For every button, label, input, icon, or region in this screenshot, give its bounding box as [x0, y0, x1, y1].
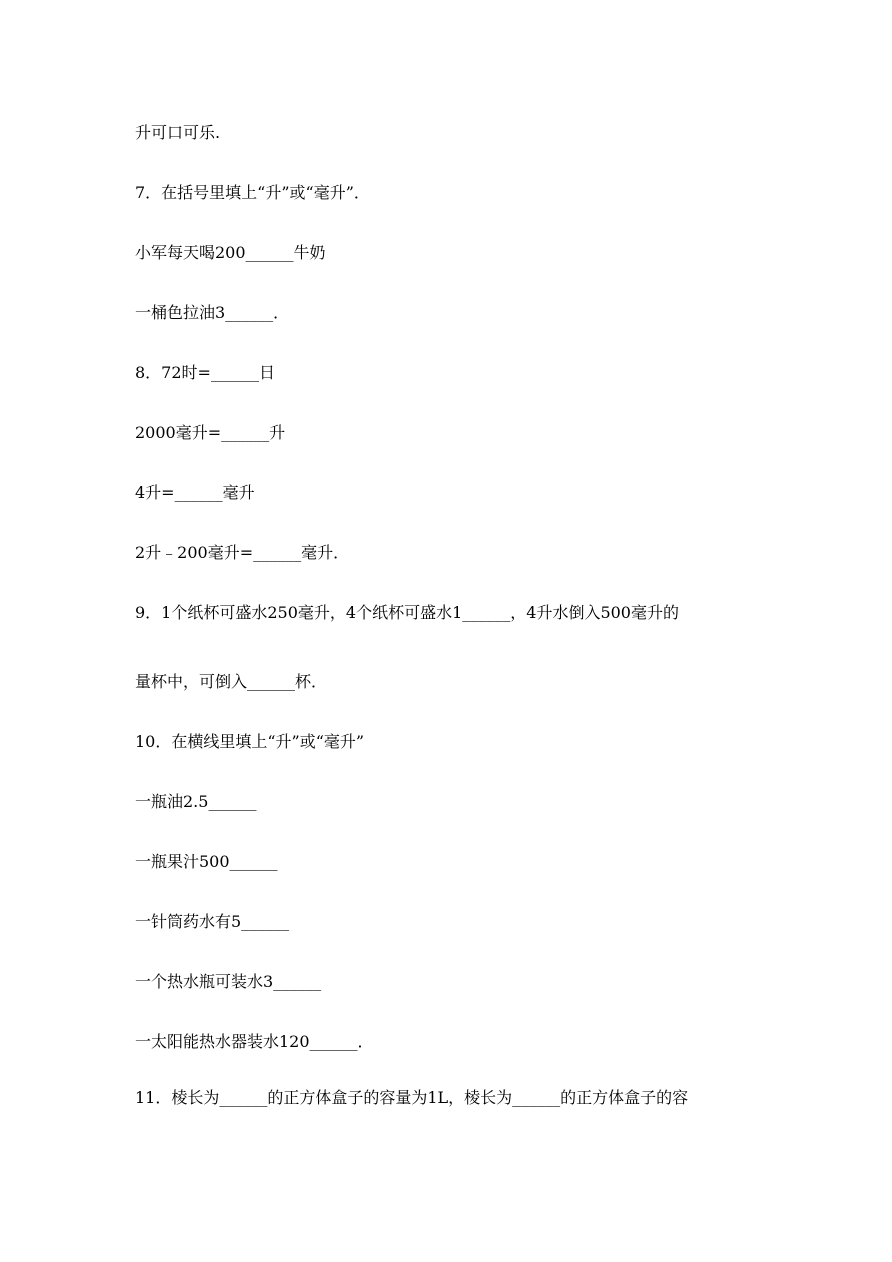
- question-7-title: 7．在括号里填上“升”或“毫升”．: [135, 183, 370, 202]
- text-line: 2000毫升=______升: [135, 423, 286, 442]
- text-line: 升可口可乐.: [135, 123, 221, 142]
- text-line: 一瓶果汁500______: [135, 852, 278, 871]
- text-line: 一桶色拉油3______．: [135, 303, 290, 322]
- question-11-title: 11．棱长为______的正方体盒子的容量为1L，棱长为______的正方体盒子的容: [135, 1088, 689, 1107]
- question-9-title: 9．1个纸杯可盛水250毫升，4个纸杯可盛水1______，4升水倒入500毫升的: [135, 603, 679, 622]
- text-line: 量杯中，可倒入______杯．: [135, 672, 328, 691]
- text-line: 4升=______毫升: [135, 483, 255, 502]
- text-line: 2升﹣200毫升=______毫升．: [135, 543, 350, 562]
- text-line: 小军每天喝200______牛奶: [135, 243, 326, 262]
- question-8-title: 8．72时=______日: [135, 363, 275, 382]
- text-line: 一针筒药水有5______: [135, 912, 290, 931]
- text-line: 一瓶油2.5______: [135, 792, 257, 811]
- question-10-title: 10．在横线里填上“升”或“毫升”: [135, 732, 365, 751]
- text-line: 一太阳能热水器装水120______．: [135, 1032, 374, 1051]
- text-line: 一个热水瓶可装水3______: [135, 972, 322, 991]
